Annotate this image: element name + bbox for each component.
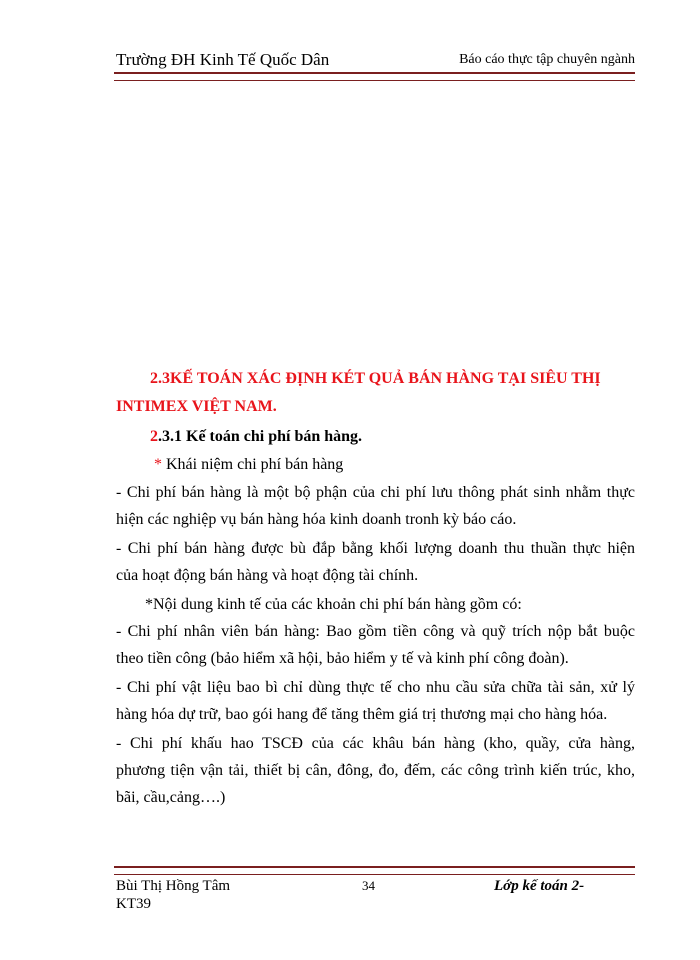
- paragraph-line: hàng hóa dự trữ, bao gói hang để tăng thêm giá trị thương mại cho hàng hóa.: [116, 706, 608, 723]
- section-heading-line2: INTIMEX VIỆT NAM.: [116, 398, 277, 415]
- header-university: Trường ĐH Kinh Tế Quốc Dân: [116, 50, 330, 69]
- subsection-heading: [150, 426, 635, 448]
- subsection-title: .3.1 Kế toán chi phí bán hàng.: [158, 428, 363, 445]
- footer-author: Bùi Thị Hồng Tâm: [116, 878, 231, 894]
- paragraph-line: *Nội dung kinh tế của các khoản chi phí bán hàng gồm có:: [145, 596, 522, 613]
- header-report-title: Báo cáo thực tập chuyên ngành: [459, 52, 635, 67]
- paragraph-line: - Chi phí bán hàng được bù đắp bằng khối lượng doanh thu thuần thực hiện: [116, 540, 635, 557]
- section-heading-line1: 2.3KẾ TOÁN XÁC ĐỊNH KÉT QUẢ BÁN HÀNG TẠI SIÊU THỊ: [150, 370, 601, 387]
- paragraph-line: - Chi phí nhân viên bán hàng: Bao gồm tiền công và quỹ trích nộp bắt buộc: [116, 623, 635, 640]
- footer-class-continued: KT39: [116, 896, 151, 912]
- page-number: 34: [362, 878, 375, 893]
- page-header: [114, 46, 635, 74]
- paragraph-line: - Chi phí vật liệu bao bì chỉ dùng thực tế cho nhu cầu sửa chữa tài sản, xử lý: [116, 679, 635, 696]
- paragraph-line: - Chi phí khấu hao TSCĐ của các khâu bán hàng (kho, quầy, cửa hàng,: [116, 735, 635, 752]
- subsection-number: 2: [150, 428, 158, 445]
- paragraph-line: theo tiền công (bảo hiểm xã hội, bảo hiểm y tế và kinh phí công đoàn).: [116, 650, 569, 667]
- concept-title: Khái niệm chi phí bán hàng: [166, 456, 344, 473]
- footer-class: Lớp kế toán 2-: [494, 878, 585, 894]
- header-rule: [114, 72, 635, 81]
- concept-heading: [154, 454, 635, 476]
- paragraph-line: hiện các nghiệp vụ bán hàng hóa kinh doanh tronh kỳ báo cáo.: [116, 511, 517, 528]
- paragraph-line: của hoạt động bán hàng và hoạt động tài chính.: [116, 567, 419, 584]
- concept-star: *: [154, 456, 166, 473]
- footer-rule: [114, 866, 635, 875]
- paragraph-line: bãi, cầu,cảng….): [116, 789, 226, 806]
- paragraph-line: - Chi phí bán hàng là một bộ phận của chi phí lưu thông phát sinh nhằm thực: [116, 484, 635, 501]
- paragraph-line: phương tiện vận tải, thiết bị cân, đông, đo, đếm, các công trình kiến trúc, kho,: [116, 762, 635, 779]
